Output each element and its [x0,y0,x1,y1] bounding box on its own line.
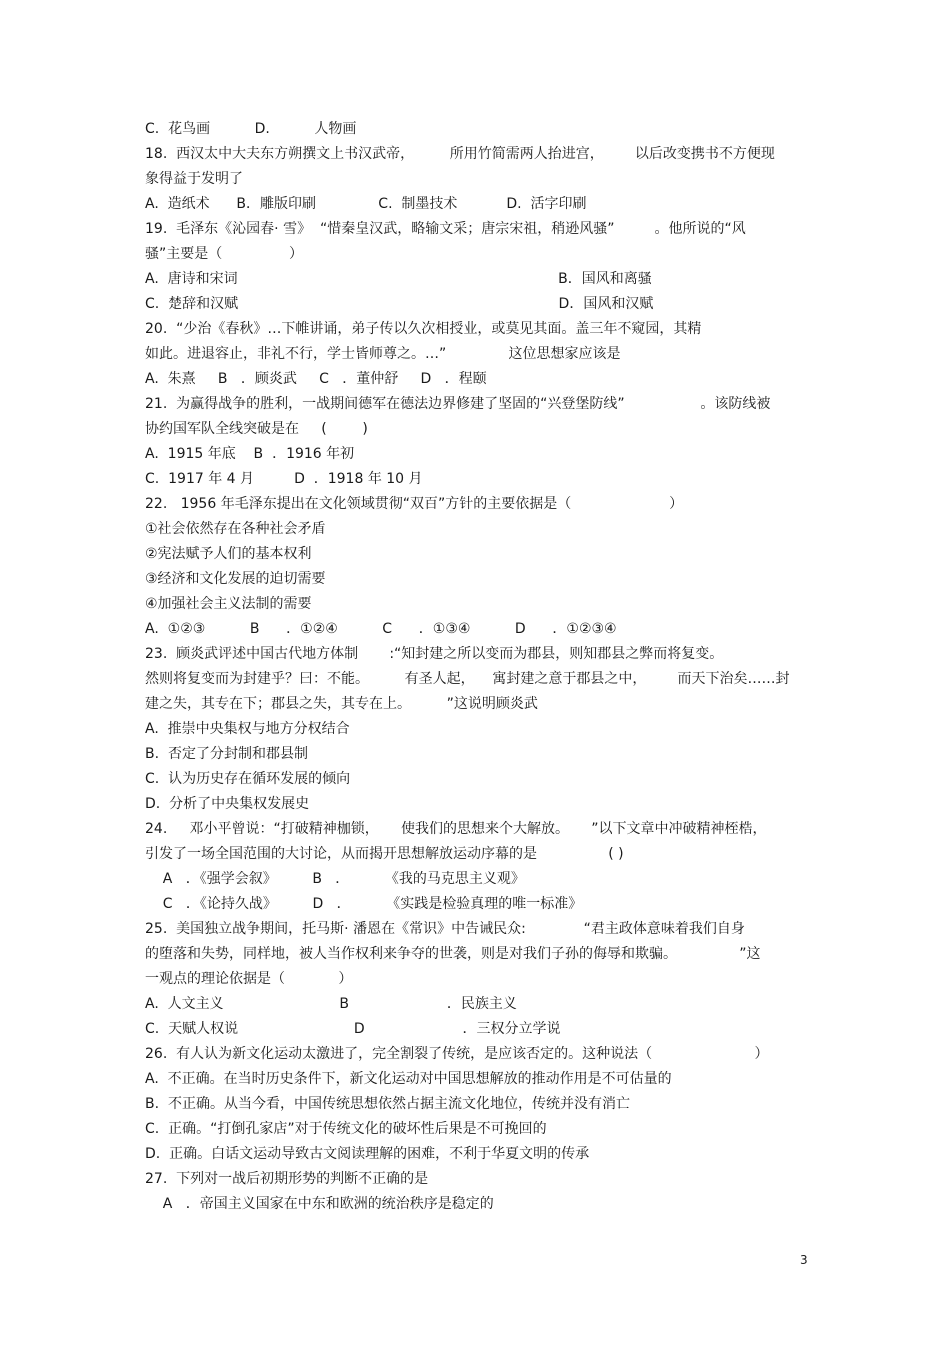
text-line: ③经济和文化发展的迫切需要 [145,571,326,587]
text-line: A. 朱熹 B ．顾炎武 C ．董仲舒 D ．程颐 [145,371,487,387]
text-line: 21. 为赢得战争的胜利，一战期间德军在德法边界修建了坚固的“兴登堡防线” 。该防线被 [145,396,771,412]
text-line: C. 认为历史存在循环发展的倾向 [145,771,351,787]
text-line: 然则将复变而为封建乎？曰：不能。 有圣人起， 寓封建之意于郡县之中， 而天下治矣……封 [145,671,790,687]
text-line: 如此。进退容止，非礼不行，学士皆师尊之。…” 这位思想家应该是 [145,346,621,362]
text-line: 协约国军队全线突破是在 ( ) [145,421,368,437]
text-line: 26. 有人认为新文化运动太激进了，完全割裂了传统，是应该否定的。这种说法（ ） [145,1046,769,1062]
text-line: 20. “少治《春秋》…下帷讲诵，弟子传以久次相授业，或莫见其面。盖三年不窥园，其精 [145,321,702,337]
text-line: 18. 西汉太中大夫东方朔撰文上书汉武帝， 所用竹简需两人抬进宫， 以后改变携书不方便现 [145,146,775,162]
text-line: 一观点的理论依据是（ ） [145,971,353,987]
text-line: D. 分析了中央集权发展史 [145,796,310,812]
text-line: ④加强社会主义法制的需要 [145,596,312,612]
text-line: A. ①②③ B ．①②④ C ．①③④ D ．①②③④ [145,621,617,637]
text-line: 的堕落和失势，同样地，被人当作权利来争夺的世袭，则是对我们子孙的侮辱和欺骗。 ”这 [145,946,761,962]
text-line: 24. 邓小平曾说：“打破精神枷锁， 使我们的思想来个大解放。 ”以下文章中冲破精神桎梏， [145,821,767,837]
text-line: D. 正确。白话文运动导致古文阅读理解的困难，不利于华夏文明的传承 [145,1146,590,1162]
text-line: A. 唐诗和宋词 B．国风和离骚 [145,271,652,287]
text-line: ②宪法赋予人们的基本权利 [145,546,312,562]
text-line: B. 否定了分封制和郡县制 [145,746,308,762]
text-line: 25. 美国独立战争期间，托马斯· 潘恩在《常识》中告诫民众: “君主政体意味着我们自身 [145,921,745,937]
page-number: 3 [800,1253,808,1267]
text-line: 建之失，其专在下；郡县之失，其专在上。 ”这说明顾炎武 [145,696,538,712]
text-line: A. 1915 年底 B ．1916 年初 [145,446,355,462]
text-line: C. 楚辞和汉赋 D．国风和汉赋 [145,296,654,312]
text-line: A ．帝国主义国家在中东和欧洲的统治秩序是稳定的 [145,1196,494,1212]
text-line: A. 推崇中央集权与地方分权结合 [145,721,350,737]
text-line: C ．《论持久战》 D ． 《实践是检验真理的唯一标准》 [145,896,583,912]
text-line: 27. 下列对一战后初期形势的判断不正确的是 [145,1171,429,1187]
text-line: A. 人文主义 B ．民族主义 [145,996,517,1012]
text-line: 象得益于发明了 [145,171,243,187]
text-line: ①社会依然存在各种社会矛盾 [145,521,326,537]
text-line: 19. 毛泽东《沁园春· 雪》 “惜秦皇汉武，略输文采；唐宗宋祖，稍逊风骚” 。他所说的“风 [145,221,746,237]
text-line: A. 造纸术 B．雕版印刷 C. 制墨技术 D. 活字印刷 [145,196,587,212]
text-line: C. 花鸟画 D. 人物画 [145,121,357,137]
text-line: C. 天赋人权说 D ．三权分立学说 [145,1021,561,1037]
text-line: B. 不正确。从当今看，中国传统思想依然占据主流文化地位，传统并没有消亡 [145,1096,630,1112]
text-line: A. 不正确。在当时历史条件下，新文化运动对中国思想解放的推动作用是不可估量的 [145,1071,672,1087]
text-line: C. 正确。“打倒孔家店”对于传统文化的破坏性后果是不可挽回的 [145,1121,547,1137]
text-line: 引发了一场全国范围的大讨论，从而揭开思想解放运动序幕的是 ( ) [145,846,624,862]
text-line: 23. 顾炎武评述中国古代地方体制 :“知封建之所以变而为郡县，则知郡县之弊而将复变。 [145,646,724,662]
text-line: 骚”主要是（ ） [145,246,304,262]
text-line: A ．《强学会叙》 B ． 《我的马克思主义观》 [145,871,525,887]
text-line: C. 1917 年 4 月 D ．1918 年 10 月 [145,471,423,487]
text-line: 22. 1956 年毛泽东提出在文化领域贯彻“双百”方针的主要依据是（ ） [145,496,684,512]
